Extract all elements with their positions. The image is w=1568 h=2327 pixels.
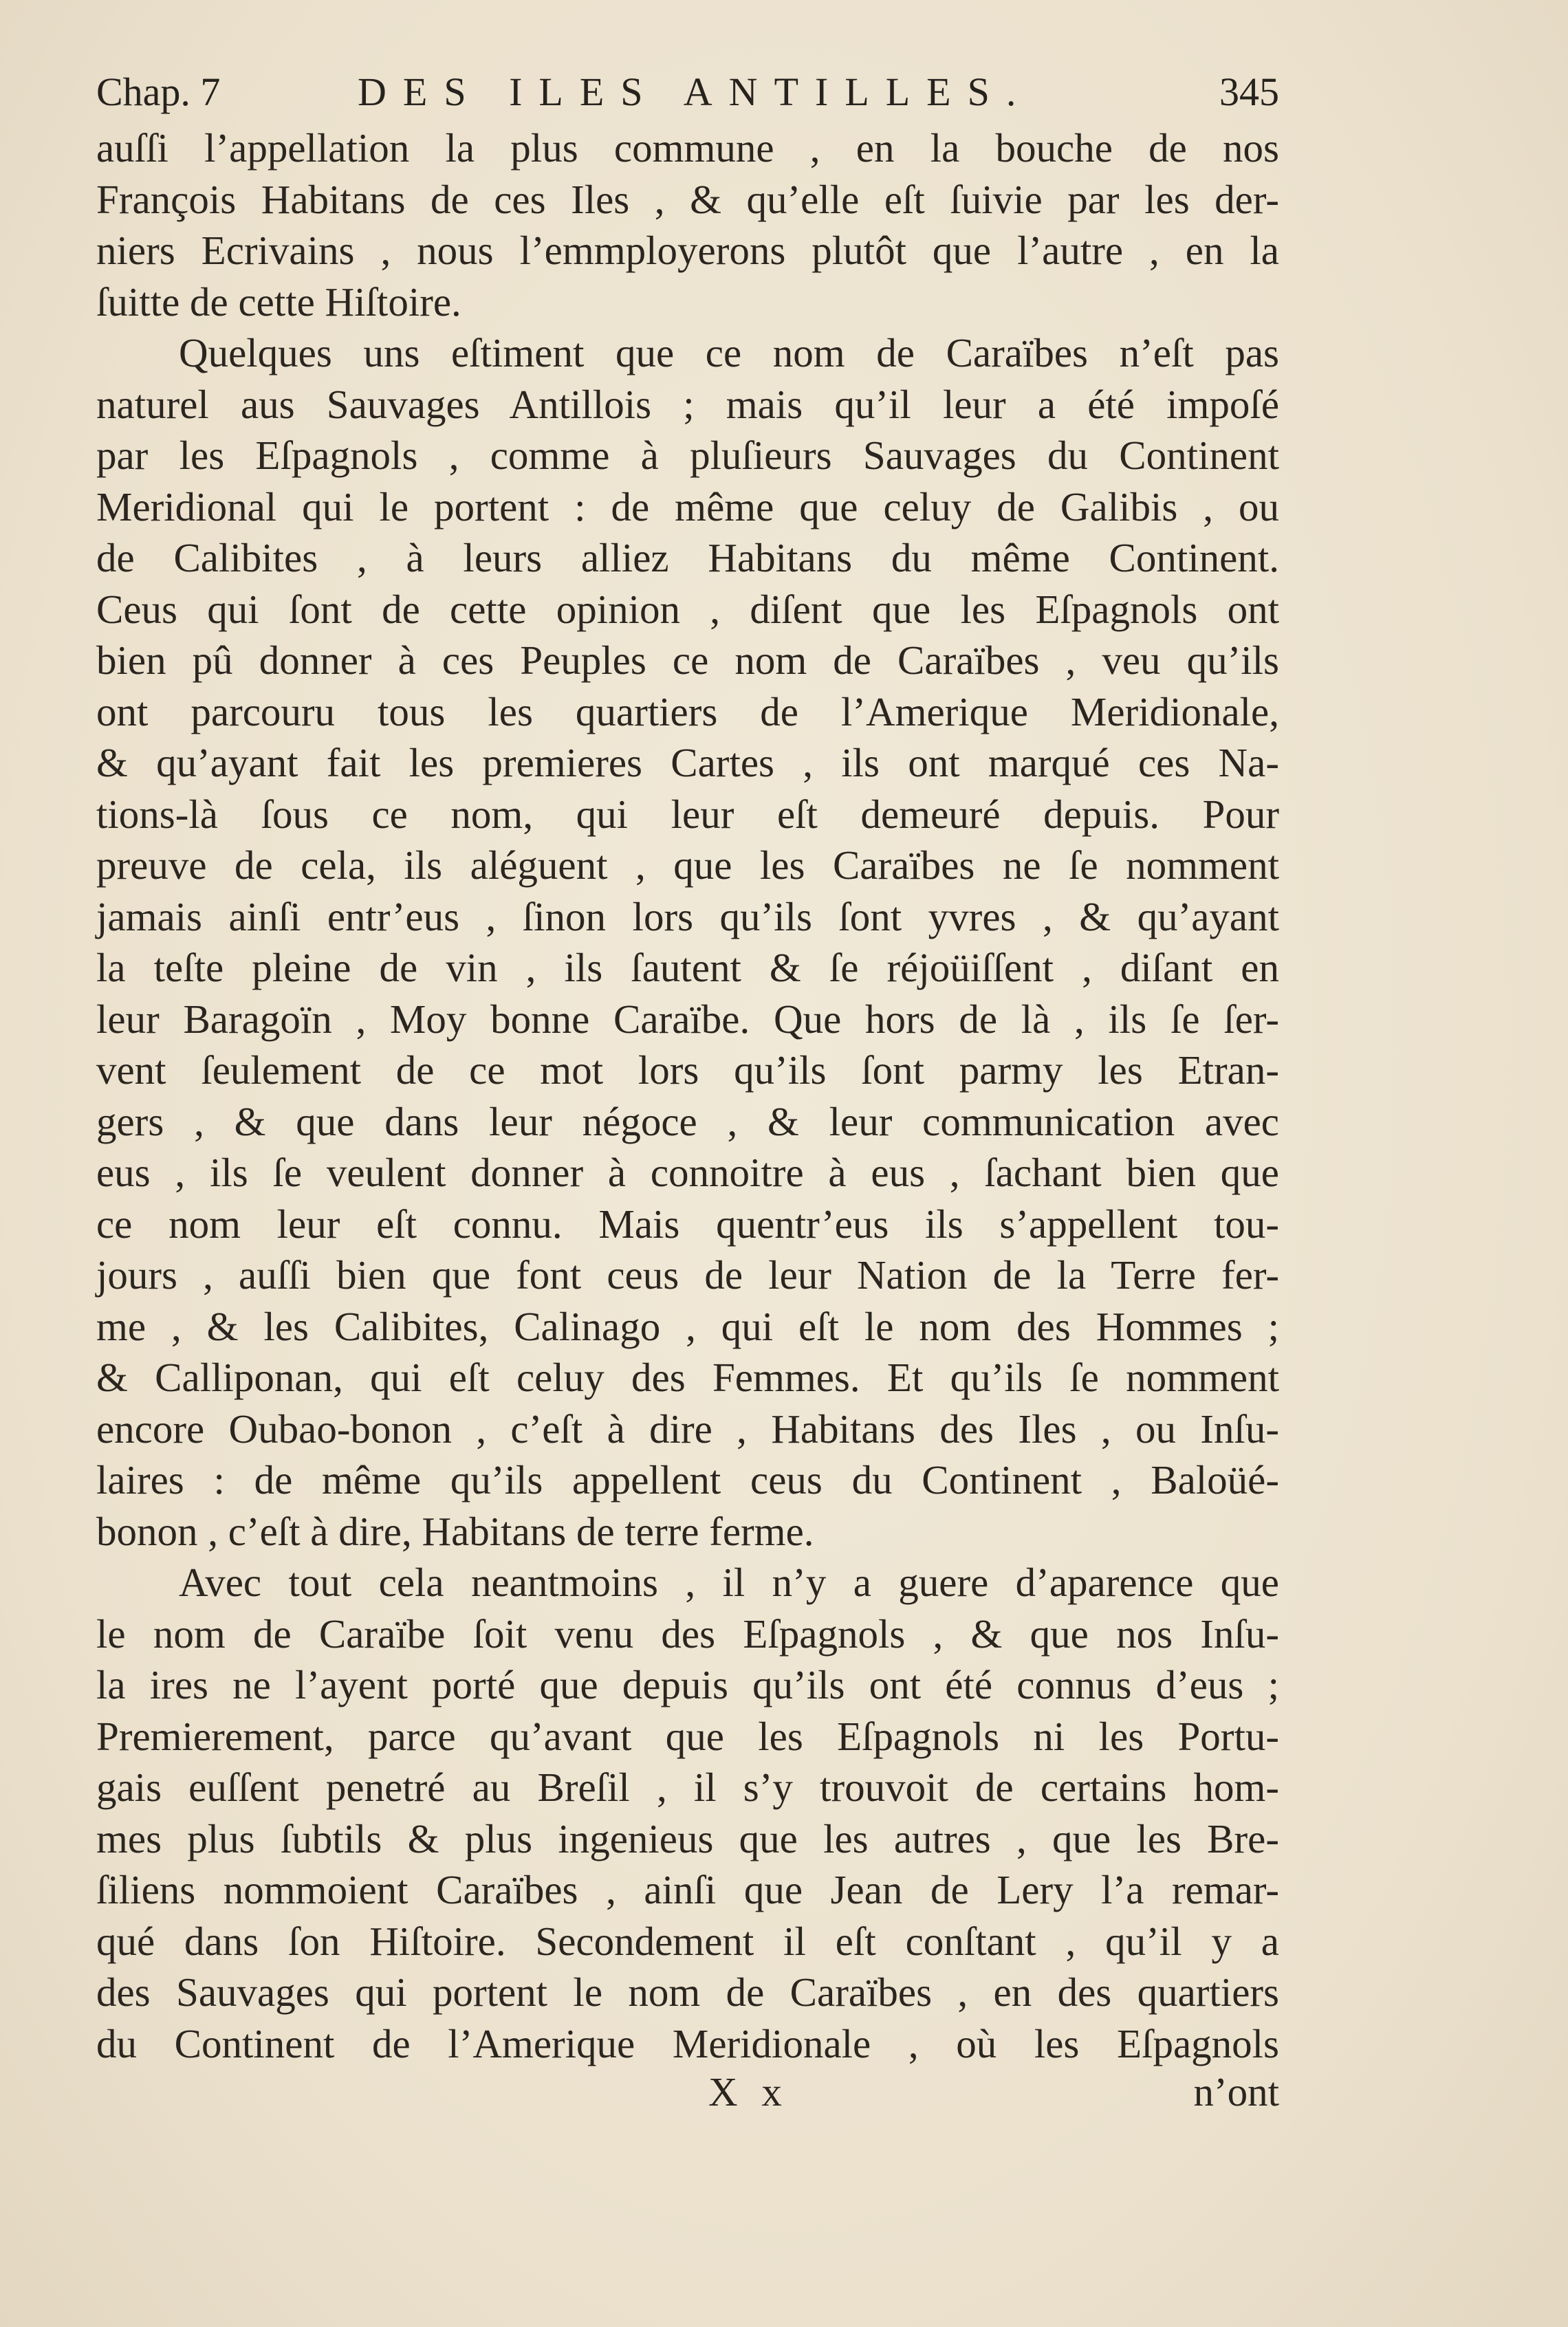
- text-line: le nom de Caraïbe ſoit venu des Eſpagnols , & que nos Inſu-: [96, 1610, 1279, 1657]
- text-line: Avec tout cela neantmoins , il n’y a guere d’aparence que: [179, 1560, 1279, 1605]
- text-line: preuve de cela, ils aléguent , que les Caraïbes ne ſe nomment: [96, 842, 1279, 888]
- text-line: du Continent de l’Amerique Meridionale , où les Eſpagnols: [96, 2020, 1279, 2066]
- text-line: leur Baragoïn , Moy bonne Caraïbe. Que hors de là , ils ſe ſer-: [96, 996, 1279, 1042]
- text-line: Quelques uns eſtiment que ce nom de Caraïbes n’eſt pas: [179, 330, 1279, 375]
- text-line: naturel aus Sauvages Antillois ; mais qu’il leur a été impoſé: [96, 381, 1279, 427]
- text-line: mes plus ſubtils & plus ingenieus que les autres , que les Bre-: [96, 1815, 1279, 1861]
- body-text: [96, 122, 1279, 2069]
- page-footer: [96, 2068, 1279, 2123]
- signature-mark: X x: [708, 2069, 789, 2115]
- text-line: bonon , c’eſt à dire, Habitans de terre ferme.: [96, 1508, 814, 1554]
- catchword: n’ont: [1193, 2069, 1279, 2115]
- text-line: auſſi l’appellation la plus commune , en la bouche de nos: [96, 125, 1279, 171]
- text-line: Meridional qui le portent : de même que celuy de Galibis , ou: [96, 483, 1279, 529]
- text-line: bien pû donner à ces Peuples ce nom de Caraïbes , veu qu’ils: [96, 637, 1279, 683]
- text-line: ſiliens nommoient Caraïbes , ainſi que Jean de Lery l’a remar-: [96, 1867, 1279, 1912]
- chapter-label: Chap. 7: [96, 69, 221, 114]
- text-line: niers Ecrivains , nous l’emmployerons plutôt que l’autre , en la: [96, 228, 1279, 273]
- text-line: la teſte pleine de vin , ils ſautent & ſe réjoüiſſent , diſant en: [96, 945, 1279, 990]
- text-line: & qu’ayant fait les premieres Cartes , ils ont marqué ces Na-: [96, 740, 1279, 785]
- text-line: des Sauvages qui portent le nom de Caraïbes , en des quartiers: [96, 1969, 1279, 2015]
- page-number: 345: [1219, 69, 1279, 114]
- text-line: ont parcouru tous les quartiers de l’Amerique Meridionale,: [96, 688, 1279, 734]
- text-line: me , & les Calibites, Calinago , qui eſt le nom des Hommes ;: [96, 1303, 1279, 1349]
- text-line: de Calibites , à leurs alliez Habitans du même Continent.: [96, 535, 1279, 580]
- text-line: vent ſeulement de ce mot lors qu’ils ſont parmy les Etran-: [96, 1047, 1279, 1093]
- text-line: gais euſſent penetré au Breſil , il s’y trouvoit de certains hom-: [96, 1765, 1279, 1810]
- text-line: eus , ils ſe veulent donner à connoitre à eus , ſachant bien que: [96, 1150, 1279, 1195]
- text-line: jours , auſſi bien que font ceus de leur Nation de la Terre fer-: [96, 1252, 1279, 1298]
- text-line: gers , & que dans leur négoce , & leur communication avec: [96, 1098, 1279, 1144]
- text-line: ſuitte de cette Hiſtoire.: [96, 278, 461, 325]
- text-line: Premierement, parce qu’avant que les Eſpagnols ni les Portu-: [96, 1713, 1279, 1759]
- text-line: jamais ainſi entr’eus , ſinon lors qu’ils ſont yvres , & qu’ayant: [96, 893, 1279, 939]
- text-line: François Habitans de ces Iles , & qu’elle eſt ſuivie par les der-: [96, 176, 1279, 222]
- text-line: Ceus qui ſont de cette opinion , diſent que les Eſpagnols ont: [96, 586, 1279, 632]
- text-line: qué dans ſon Hiſtoire. Secondement il eſt conſtant , qu’il y a: [96, 1918, 1279, 1964]
- text-line: la ires ne l’ayent porté que depuis qu’ils ont été connus d’eus ;: [96, 1662, 1279, 1707]
- text-line: encore Oubao-bonon , c’eſt à dire , Habitans des Iles , ou Inſu-: [96, 1406, 1279, 1452]
- text-line: tions-là ſous ce nom, qui leur eſt demeuré depuis. Pour: [96, 791, 1279, 837]
- text-line: & Calliponan, qui eſt celuy des Femmes. Et qu’ils ſe nomment: [96, 1355, 1279, 1400]
- running-header: [96, 69, 1279, 124]
- running-title: DES ILES ANTILLES.: [358, 69, 1033, 114]
- text-line: ce nom leur eſt connu. Mais quentr’eus ils s’appellent tou-: [96, 1201, 1279, 1247]
- text-line: laires : de même qu’ils appellent ceus du Continent , Baloüé-: [96, 1457, 1279, 1503]
- text-line: par les Eſpagnols , comme à pluſieurs Sauvages du Continent: [96, 433, 1279, 478]
